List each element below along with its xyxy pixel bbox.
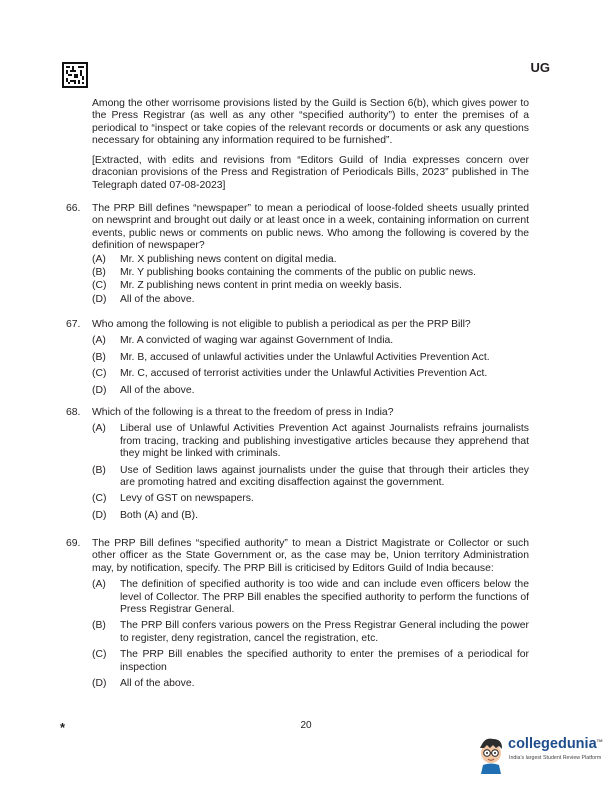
option-d	[92, 678, 529, 690]
option-text: Mr. Y publishing books containing the comments of the public on public news.	[120, 267, 476, 279]
option-c	[92, 280, 529, 292]
question-number: 67.	[66, 319, 81, 330]
option-label: (A)	[92, 423, 106, 435]
option-text: The PRP Bill enables the specified authority to enter the premises of a periodical for inspection	[120, 649, 529, 673]
option-label: (C)	[92, 280, 107, 292]
question-68	[66, 407, 529, 522]
option-d	[92, 510, 529, 522]
option-text: Levy of GST on newspapers.	[120, 493, 254, 505]
question-67	[66, 319, 529, 397]
option-label: (C)	[92, 649, 107, 661]
option-c	[92, 493, 529, 505]
option-b	[92, 352, 529, 364]
option-text: The PRP Bill confers various powers on the Press Registrar General including the power to register, deny registration, cancel the registration, etc.	[120, 620, 529, 644]
option-d	[92, 294, 529, 306]
option-text: Mr. C, accused of terrorist activities under the Unlawful Activities Prevention Act.	[120, 368, 488, 380]
option-a	[92, 335, 529, 347]
option-a	[92, 423, 529, 460]
question-number: 69.	[66, 538, 81, 549]
option-text: Mr. Z publishing news content in print media on weekly basis.	[120, 280, 402, 292]
option-label: (D)	[92, 678, 107, 690]
question-stem: The PRP Bill defines “specified authority” to mean a District Magistrate or Collector or such other officer as the State Government or, as the case may be, Union territory Administration may, by notification, specify. The PRP Bill is criticised by Editors Guild of India because:	[92, 538, 529, 574]
collegedunia-logo[interactable]	[475, 734, 610, 774]
option-label: (D)	[92, 293, 107, 305]
option-label: (B)	[92, 620, 106, 632]
option-label: (B)	[92, 464, 106, 476]
option-text: Mr. X publishing news content on digital media.	[120, 253, 337, 265]
option-text: Mr. A convicted of waging war against Government of India.	[120, 335, 394, 347]
student-mascot-icon	[475, 734, 507, 774]
logo-wordmark: collegedunia™	[508, 736, 603, 752]
option-label: (A)	[92, 253, 106, 265]
option-label: (D)	[92, 384, 107, 396]
question-stem: Which of the following is a threat to the freedom of press in India?	[92, 407, 394, 418]
option-text: All of the above.	[120, 678, 195, 690]
question-number: 66.	[66, 203, 81, 214]
option-b	[92, 465, 529, 490]
option-a	[92, 254, 529, 266]
question-stem: Who among the following is not eligible to publish a periodical as per the PRP Bill?	[92, 319, 471, 330]
option-label: (B)	[92, 351, 106, 363]
page-number: 20	[300, 720, 312, 731]
option-text: The definition of specified authority is too wide and can include even officers below the level of Collector. The PRP Bill enables the specified authority to perform the functions of Press Registrar General.	[120, 579, 529, 616]
option-label: (A)	[92, 335, 106, 347]
option-text: Both (A) and (B).	[120, 509, 198, 521]
option-text: Mr. B, accused of unlawful activities under the Unlawful Activities Prevention Act.	[120, 351, 490, 363]
qr-code-icon	[62, 62, 88, 88]
question-stem: The PRP Bill defines “newspaper” to mean a periodical of loose-folded sheets usually printed on newsprint and brought out daily or at least once in a week, containing information on current events, public news or comments on public news. Who among the following is covered by the definition of newspaper?	[92, 203, 529, 252]
option-c	[92, 649, 529, 674]
option-text: Use of Sedition laws against journalists under the guise that through their articles they are promoting hatred and exciting disaffection against the government.	[120, 464, 529, 489]
star-mark: *	[60, 720, 66, 735]
option-text: All of the above.	[120, 293, 195, 305]
option-d	[92, 385, 529, 397]
option-label: (A)	[92, 579, 106, 591]
option-a	[92, 579, 529, 616]
intro-paragraph: Among the other worrisome provisions listed by the Guild is Section 6(b), which gives power to the Press Registrar (as well as any other “specified authority”) to enter the premises of a periodical to “inspect or take copies of the relevant records or documents or ask any questions necessary for obtaining any information required to be furnished”.	[92, 98, 529, 147]
question-69	[66, 538, 529, 690]
option-text: Liberal use of Unlawful Activities Prevention Act against Journalists refrains journalists from tracing, tracking and publishing investigative articles because they apprehend that they might be linked with criminals.	[120, 423, 529, 460]
option-b	[92, 620, 529, 645]
option-c	[92, 368, 529, 380]
option-label: (D)	[92, 509, 107, 521]
question-number: 68.	[66, 407, 81, 418]
trademark-mark: TM	[596, 738, 603, 744]
source-citation: [Extracted, with edits and revisions from “Editors Guild of India expresses concern over draconian provisions of the Press and Registration of Periodicals Bills, 2023” published in The Telegraph dated 07-08-2023]	[92, 155, 529, 191]
option-label: (C)	[92, 368, 107, 380]
option-text: All of the above.	[120, 384, 195, 396]
question-66	[66, 203, 529, 306]
logo-tagline: India's largest Student Review Platform	[509, 755, 602, 761]
option-b	[92, 267, 529, 279]
paper-code: UG	[530, 60, 550, 75]
option-label: (B)	[92, 267, 106, 279]
option-label: (C)	[92, 493, 107, 505]
